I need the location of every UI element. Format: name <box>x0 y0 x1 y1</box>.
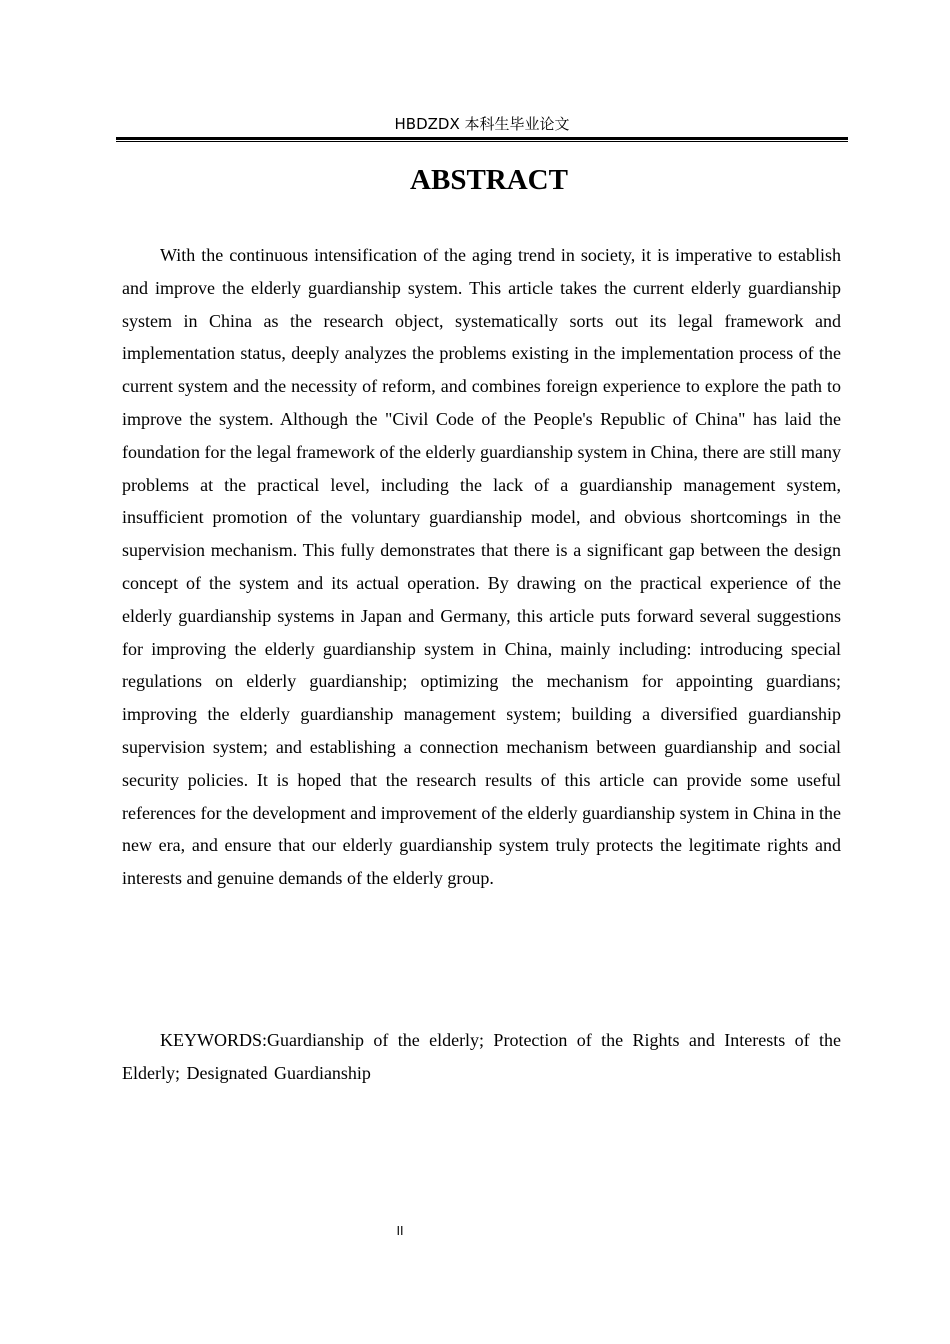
abstract-body: With the continuous intensification of the aging trend in society, it is imperative to establish and improve the elderly guardianship system. This article takes the current elderly guardianship system in China as the research object, systematically sorts out its legal framework and implementation status, deeply analyzes the problems existing in the implementation process of the current system and the necessity of reform, and combines foreign experience to explore the path to improve the system. Although the "Civil Code of the People's Republic of China" has laid the foundation for the legal framework of the elderly guardianship system in China, there are still many problems at the practical level, including the lack of a guardianship management system, insufficient promotion of the voluntary guardianship model, and obvious shortcomings in the supervision mechanism. This fully demonstrates that there is a significant gap between the design concept of the system and its actual operation. By drawing on the practical experience of the elderly guardianship systems in Japan and Germany, this article puts forward several suggestions for improving the elderly guardianship system in China, mainly including: introducing special regulations on elderly guardianship; optimizing the mechanism for appointing guardians; improving the elderly guardianship management system; building a diversified guardianship supervision system; and establishing a connection mechanism between guardianship and social security policies. It is hoped that the research results of this article can provide some useful references for the development and improvement of the elderly guardianship system in China in the new era, and ensure that our elderly guardianship system truly protects the legitimate rights and interests and genuine demands of the elderly group. <box>122 245 841 889</box>
abstract-keywords: KEYWORDS:Guardianship of the elderly; Protection of the Rights and Interests of the Elderly; Designated Guardianship <box>122 1030 841 1083</box>
header-rule-gap <box>116 140 848 141</box>
running-header: HBDZDX 本科生毕业论文 <box>394 115 570 133</box>
abstract-title: ABSTRACT <box>410 164 568 196</box>
page-number: II <box>396 1224 404 1238</box>
